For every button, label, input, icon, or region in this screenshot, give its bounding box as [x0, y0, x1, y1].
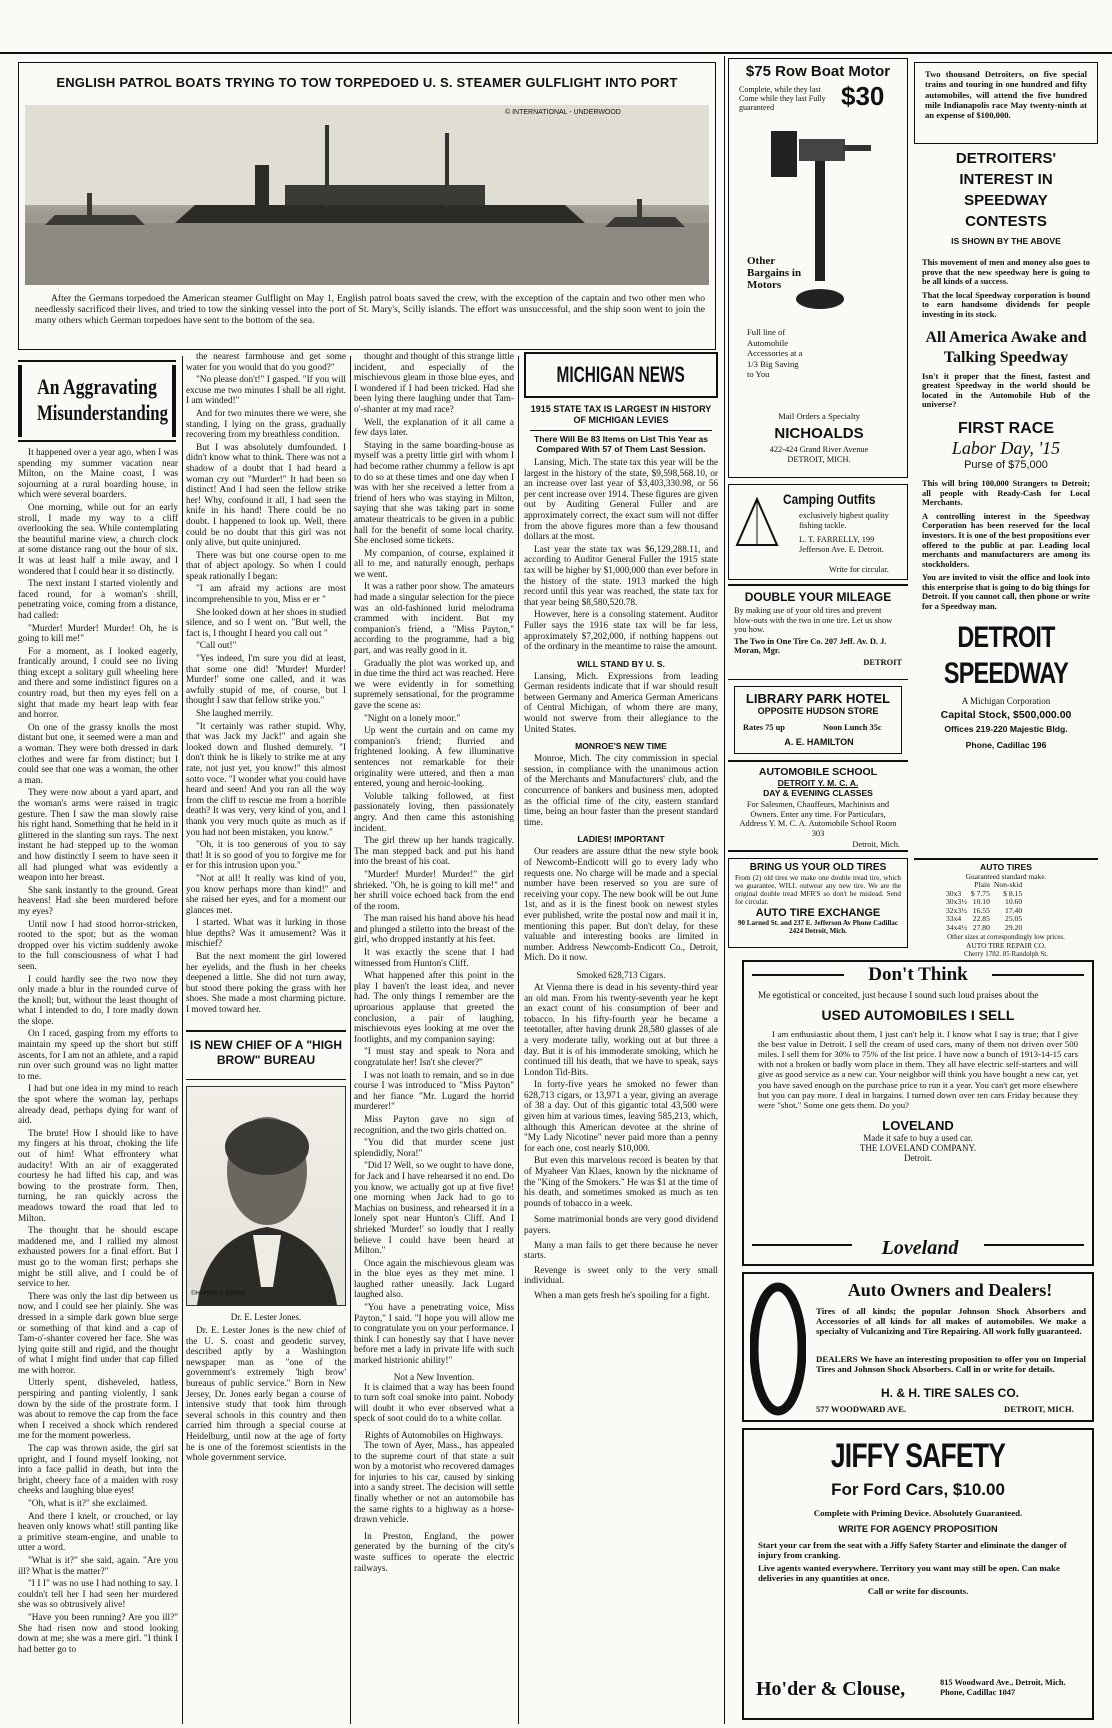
tires-addr: Cherry 1782. 85 Randolph St.: [964, 949, 1048, 958]
banner-caption: After the Germans torpedoed the American steamer Gulflight on May 1, English patrol boats saved the crew, with the exception of the captain and two other men who needlessly sacrificed their lives, and tried to tow the sinking vessel into the port of St. Mary's, Scilly islands. The effort was unsuccessful, and the ship soon went to join the many others which German torpedoes have sent to the bottom of the sea.: [35, 293, 705, 326]
story-paragraph: I was not loath to remain, and so in due course I was introduced to "Miss Payton" and her fiance "Mr. Lugard the horrid murderer!": [354, 1070, 514, 1113]
story-paragraph: It was exactly the scene that I had witnessed from Hunton's Cliff.: [354, 948, 514, 969]
dealers-text: Tires of all kinds; the popular Johnson Shock Absorbers and Accessories of all kinds for all makes of automobiles. We make a specialty of Vulcanizing and Tire Repairing. All work fully guaranteed.: [816, 1306, 1086, 1336]
mileage-city: DETROIT: [863, 657, 902, 667]
boat-line: Complete, while they last Come while they last Fully guaranteed: [739, 85, 826, 112]
boat-motor-ad: [728, 58, 908, 478]
story-paragraph: Once again the mischievous gleam was in the blue eyes as they met mine. I laughed rather uneasily. Jack Lugard laughed also.: [354, 1258, 514, 1301]
speedway-awake: All America Awake and Talking Speedway: [925, 328, 1087, 366]
school-ad: [728, 760, 908, 852]
hotel-owner: A. E. HAMILTON: [784, 737, 854, 747]
story-paragraph: "I am afraid my actions are most incomprehensible to you, Miss er er ": [186, 584, 346, 606]
dealers-ad: [742, 1272, 1094, 1422]
motor-illustration: [759, 121, 879, 341]
banner-photo: [25, 105, 709, 285]
jiffy-addr: 815 Woodward Ave., Detroit, Mich. Phone, Cadillac 1047: [940, 1678, 1066, 1697]
story-paragraph: "I I I" was no use I had nothing to say. I couldn't tell her I had seen her murdered she was so obtrusively alive!: [18, 1579, 178, 1611]
story-paragraph: She laughed merrily.: [196, 709, 274, 719]
story-paragraph: The cap was thrown aside, the girl sat upright, and I found myself looking, not into a face pallid in death, but into the bright, cheery face of a maiden with rosy cheeks and laughing blue eyes!: [18, 1444, 178, 1497]
dont-h: USED AUTOMOBILES I SELL: [821, 1006, 1015, 1023]
dealers-addr: 577 WOODWARD AVE.: [816, 1404, 907, 1414]
speedway-capital: Capital Stock, $500,000.00: [940, 708, 1072, 721]
dont-think-ad: [742, 960, 1094, 1266]
chief-photo: [186, 1086, 346, 1306]
story-paragraph: They were now about a yard apart, and the woman's arms were raised in tragic gesture. Then I saw the man slowly raise his right hand. Something that he held in it glittered in the slanting sun rays. The next instant he had stepped up to the woman and how distinctly I seem to have seen it all had plunged what was evidently a weapon into her breast.: [18, 788, 178, 884]
story-headline-line2: Misunderstanding: [36, 400, 168, 425]
michigan-m1: Some matrimonial bonds are very good dividend payers.: [524, 1215, 718, 1236]
boat-mail: Mail Orders a Specialty: [778, 411, 860, 421]
jiffy-agency: WRITE FOR AGENCY PROPOSITION: [838, 1524, 998, 1534]
school-city: Detroit, Mich.: [852, 840, 900, 850]
story-paragraph: And there I knelt, or crouched, or lay heaven only knows what! still panting like a primitive steam-engine, and unable to utter a word.: [18, 1511, 178, 1554]
story-paragraph: the nearest farmhouse and get some water for you would that do you good?": [186, 352, 346, 373]
story-paragraph: "Have you been running? Are you ill?" She had risen now and stood looking down at me; she was a mere girl. "I think I had better go to: [18, 1612, 178, 1655]
story-paragraph: "It certainly was rather stupid. Why, that was Jack my Jack!" and again she looked down and flushed demurely. "I don't think he is likely to strike me at any rate, not just yet, you know!" this almost sotto voce. "I wonder what you could have heard and seen! And you ran all the way from the cliff to rescue me from a horrible death? It was very, very kind of you, and I thank you very much quite as much as if you had not been mistaken, you know.": [186, 721, 346, 838]
dont-co: THE LOVELAND COMPANY.: [859, 1143, 977, 1154]
dont-text: I am enthusiastic about them, I just can't help it. I know what I say is true; that I give the best value in Detroit. I sell the cream of used cars, many of them not driven over 500 miles. I sell them for 30% to 75% of the list price. I have now a bunch of 1913-14-15 cars with not a broken or badly worn place in them. They all have electric self-starters and will give as good service as a new car. Your neighbor will think you have bought a new car, yet you have saved enough on the purchase price to run it a year. You can't get more elsewhere but you can pay more. I deal in bargains. I turned down over ten cars Friday because they were "shot." Some one gets them. Do you?: [758, 1028, 1078, 1110]
tire-icon: [750, 1282, 806, 1416]
michigan-paragraph: However, here is a consoling statement. Auditor Fuller says the 1916 state tax will be far less, approximately $7,202,000, if nothing happens out of the ordinary in the meantime to raise the amount.: [524, 610, 718, 653]
speedway-top: [914, 62, 1098, 144]
speedway-p6: You are invited to visit the office and look into this enterprise that is going to do big things for Detroit. If you cannot call, then phone or write for a Speedway man.: [922, 573, 1090, 612]
tires-cell: 32x3½: [946, 905, 967, 915]
tires-table: [944, 881, 1024, 933]
speedway-p3: Isn't it proper that the finest, fastest and greatest Speedway in the world should be located in the Automobile Hub of the universe?: [922, 371, 1090, 410]
jiffy-wanted: Live agents wanted everywhere. Territory you want may still be open. Can make deliveries in any quantities at once.: [758, 1562, 1060, 1584]
story-paragraph: But the next moment the girl lowered her eyelids, and the flush in her cheeks deepened a little. She did not turn away, but stood there poking the grass with her shoes. She made a most charming picture. I moved toward her.: [186, 952, 346, 1016]
exchange-text: From (2) old tires we make one double tread tire, which we guarantee, WILL outwear any new tire. We are the original double tread MFR'S so don't be mislead. Send for circular.: [735, 874, 901, 906]
speedway-h3: SPEEDWAY: [964, 192, 1048, 209]
speedway-h4: CONTESTS: [965, 213, 1047, 230]
speedway-p1: This movement of men and money also goes to prove that the new speedway here is going to be all kinds of a success.: [922, 258, 1090, 287]
story-paragraph: She looked down at her shoes in studied silence, and so I went on. "But well, the fact is, I thought I heard you call out ": [186, 607, 346, 639]
story-paragraph: Well, the explanation of it all came a few days later.: [354, 417, 514, 439]
short-1-text: It is claimed that a way has been found to turn soft coal smoke into paint. Nobody will doubt it who ever observed what a speck of soot could do to a white collar.: [354, 1382, 514, 1425]
hotel-rates: Rates 75 up: [743, 723, 785, 732]
michigan-m2: Many a man fails to get there because he never starts.: [524, 1240, 718, 1262]
story-column-2: [186, 352, 346, 1017]
story-paragraph: I had but one idea in my mind to reach the spot where the woman lay, perhaps already dead, perhaps dying for want of aid.: [18, 1084, 178, 1127]
michigan-paragraph: At Vienna there is dead in his seventy-third year an old man. From his twenty-seventh year he kept an exact count of his consumption of beer and tobacco. In his fifty-fourth year he became a teetotaller, after having drunk 28,580 glasses of ale a very moderate tally, working out at but three a day. But it is of his immoderate smoking, which he continued till his death, that we have to speak, says London Tid-Bits.: [524, 982, 718, 1078]
michigan-m4: When a man gets fresh he's spoiling for a fight.: [534, 1290, 710, 1301]
tires-cell: 25.05: [1005, 914, 1023, 924]
tires-cell: 33x4: [946, 914, 962, 924]
michigan-news: [524, 352, 718, 1724]
story-paragraph: "You have a penetrating voice, Miss Payton," I said. "I hope you will allow me to congratulate you on your performance. I think I can honestly say that I have never before met a lady in private life with such marked histrionic ability!": [354, 1303, 514, 1367]
col-divider: [724, 56, 725, 1724]
boat-price: $30: [841, 81, 885, 111]
tires-cell: 34x4½: [946, 922, 967, 932]
boat-side-2: Full line of Automobile Accessories at a 1/3 Big Saving to You: [747, 327, 803, 379]
story-paragraph: The brute! How I should like to have my fingers at his throat, choking the life out of him! What effrontery what audacity! With an air of exaggerated courtesy he had lifted his cap, and was bowing to the prostrate form. Then, turning, he ran quickly across the meadows toward the road that led to Milton.: [18, 1128, 178, 1224]
tires-cell: 16.55: [972, 905, 990, 915]
school-sub: DETROIT Y. M. C. A.: [777, 778, 859, 788]
col-divider: [350, 356, 351, 1724]
michigan-header: MICHIGAN NEWS: [556, 362, 686, 387]
story-column-1: [18, 448, 178, 1724]
story-paragraph: One morning, while out for an early stroll, I made my way to a cliff overlooking the sea. While contemplating the beautiful marine view, a church clock at some distance rang out the hour of six. It was at least half a mile away, and I wondered that I could hear it so distinctly.: [18, 502, 178, 577]
story-paragraph: "I must stay and speak to Nora and congratulate her! Isn't she clever?": [354, 1047, 514, 1068]
speedway-corp: A Michigan Corporation: [961, 695, 1051, 706]
michigan-paragraph: Lansing, Mich. The state tax this year will be the largest in the history of the state, $9,598,568.10, or an increase over last year of $3,403,330.98, or 56 per cent increase over 1914. These figures are given out by Auditing General Fuller and are approximately correct, the exact sum will not differ from the above figures more than a few thousand dollars at the most.: [524, 458, 718, 543]
story-paragraph: Up went the curtain and on came my companion's friend; flurried and frightened looking. A few illuminative sentences not remarkable for their originality were uttered, and then a man entered, young and heroic-looking.: [354, 726, 514, 790]
mileage-title: DOUBLE YOUR MILEAGE: [744, 590, 892, 604]
jiffy-ad: [742, 1428, 1094, 1720]
story-paragraph: "Murder! Murder! Murder! Oh, he is going to kill me!": [18, 623, 178, 645]
story-paragraph: "Night on a lonely moor.": [364, 713, 461, 724]
speedway-ad: [914, 150, 1098, 950]
tires-other: Other sizes at correspondingly low prices.: [947, 932, 1065, 941]
camping-text: exclusively highest quality fishing tackle.: [799, 511, 889, 530]
story-paragraph: For a moment, as I looked eagerly, frantically around, I could see no living thing except a solitary gull wheeling here and there and some indistinct figures on a country road, but then my eyes fell on a sight that made my heart leap with fear and horror.: [18, 646, 178, 721]
portrait-image: [187, 1087, 345, 1305]
jiffy-text: Start your car from the seat with a Jiffy Safety Starter and eliminate the danger of injury from cranking.: [758, 1540, 1067, 1561]
story-paragraph: "Call out!": [196, 641, 237, 652]
banner-box: [18, 62, 716, 350]
jiffy-name: Ho'der & Clouse,: [756, 1678, 906, 1700]
tent-icon: [735, 495, 779, 549]
school-name: AUTOMOBILE SCHOOL: [758, 766, 878, 778]
camping-firm: L. T. FARRELLY, 199 Jefferson Ave. E. Detroit.: [799, 535, 884, 554]
dont-sig: Loveland: [881, 1237, 959, 1259]
story-paragraph: She sank instantly to the ground. Great heavens! Had she been murdered before my eyes?: [18, 885, 178, 917]
short-1-title: Not a New Invention.: [393, 1372, 475, 1383]
michigan-p3: Monroe, Mich. The city commission in special session, in compliance with the unanimous action of the Merchants and Manufacturers' club, and the concurrence of bankers and business men, adopted as the official time of the city, eastern standard time, being an hour faster than the present standard time.: [524, 754, 718, 828]
story-paragraph: There was but one course open to me that of abject apology. So when I could speak rationally I began:: [186, 550, 346, 582]
tires-cell: 10.60: [1005, 897, 1023, 907]
story-paragraph: "Did I? Well, so we ought to have done, for Jack and I have rehearsed it no end. Do you know, we actually got up at five five! one morning when Jack had to go to Machias on business, and rehearsed it in a lonely spot near Hunton's Cliff. And I shrieked 'Murder!' so loudly that I really believe I could have been heard at Milton.": [354, 1161, 514, 1257]
story-paragraph: The girl threw up her hands tragically. The man stepped back and put his hand into the breast of his coat.: [354, 836, 514, 868]
speedway-race: FIRST RACE: [958, 419, 1054, 437]
story-paragraph: The next instant I started violently and faced round, for a woman's shrill, penetrating voice, coming from a distance, had called:: [18, 579, 178, 621]
story-paragraph: Gradually the plot was worked up, and in due time the third act was reached. Here we were evidently in for something supremely sensational, for the programme gave the scene as:: [354, 658, 514, 711]
speedway-purse: Purse of $75,000: [964, 458, 1048, 471]
tires-cell: 29.20: [1005, 922, 1023, 932]
michigan-h1: 1915 STATE TAX IS LARGEST IN HISTORY OF MICHIGAN LEVIES: [530, 404, 712, 425]
tires-head-plain: Plain: [974, 880, 990, 889]
school-classes: DAY & EVENING CLASSES: [763, 788, 873, 798]
dont-city: Detroit.: [904, 1153, 932, 1164]
chief-headline: IS NEW CHIEF OF A "HIGH BROW" BUREAU: [189, 1038, 343, 1067]
jiffy-call: Call or write for discounts.: [867, 1585, 969, 1596]
col-divider: [182, 356, 183, 1724]
exchange-title: BRING US YOUR OLD TIRES: [749, 862, 887, 873]
michigan-h2: WILL STAND BY U. S.: [577, 658, 665, 669]
story-paragraph: "You did that murder scene just splendidly, Nora!": [354, 1138, 514, 1159]
chief-text: Dr. E. Lester Jones is the new chief of the U. S. coast and geodetic survey, described aptly by a Washington newspaper man as "one of the government's extremely 'high brow' bureaus of public service." Born in New Jersey, Dr. Jones early began a course of intensive study that took him through several schools in this country and then carried him through a special course at Heidelburg, until now at the age of forty he is one of the foremost scientists in the whole government service.: [186, 1326, 346, 1464]
story-paragraph: Voluble talking followed, at first passionately loving, then passionately angry. And then came this astonishing incident.: [354, 791, 514, 834]
michigan-h5: Smoked 628,713 Cigars.: [576, 969, 666, 980]
dealers-city: DETROIT, MICH.: [1004, 1404, 1074, 1414]
michigan-p4: Our readers are assure dthat the new style book of Newcomb-Endicott will go to every lady who requests one. No charge will be made and a special number have been reserved so you are sure of receiving your copy. The new book will be out June 1st, and as it is the finest book on newest styles ever published, write the postal now and mail it in, mentioning this paper. But don't delay, for these valuable and interesting books are limited in number. Address Newcomb-Endicott Co., Detroit, Mich. Do it now.: [524, 847, 718, 964]
speedway-h5: IS SHOWN BY THE ABOVE: [951, 236, 1061, 246]
story-paragraph: It was a rather poor show. The amateurs had made a singular selection for the piece was an old-fashioned lurid melodrama crammed with incident. But my companion's friend, a "Miss Payton," according to the programme, had a big part, and was really good in it.: [354, 582, 514, 657]
chief-photo-credit: ©HARRIS & EWING: [191, 1291, 246, 1297]
michigan-paragraph: In forty-five years he smoked no fewer than 628,713 cigars, or 13,971 a year, giving an average of 38 a day. Out of this gigantic total 43,500 were given him at various times, leaving 585,213, which, although this American devotee at the shrine of "My Lady Nicotine" never paid more than a penny for each one, cost nearly $10,000.: [524, 1080, 718, 1154]
story-paragraph: "Oh, what is it?" she exclaimed.: [28, 1499, 148, 1509]
mileage-text: By making use of your old tires and prevent blow-outs with the two in one tire. Let us show you how.: [734, 606, 893, 635]
tires-cell: 30x3: [946, 888, 962, 898]
mileage-ad: [728, 584, 908, 680]
tires-name: AUTO TIRE REPAIR CO.: [966, 940, 1046, 950]
michigan-paragraph: But even this marvelous record is beaten by that of Myaheer Van Klaes, known by the nickname of the "King of the Smokers." He was $1 at the time of his death, and sometimes smoked as much as ten pounds of tobacco in a week.: [524, 1156, 718, 1209]
chief-headline-box: [186, 1030, 346, 1080]
auto-tires-table-ad: [914, 858, 1098, 958]
dont-safe: Made it safe to buy a used car.: [863, 1133, 973, 1144]
tires-cell: 30x3½: [946, 897, 967, 907]
speedway-p5: A controlling interest in the Speedway Corporation has been reserved for the local investors. It is one of the best propositions ever offered to the public at par. Leading local merchants and manufacturers are among its stockholders.: [922, 511, 1090, 569]
speedway-logo-1: DETROIT: [957, 620, 1055, 654]
story-paragraph: What happened after this point in the play I haven't the least idea, and never had. The only things I remember are the uproarious applause that greeted the conclusion, a pair of laughing, mischievous eyes looking at me over the footlights, and my companion saying:: [354, 971, 514, 1045]
story-paragraph: My companion, of course, explained it all to me, and naturally enough, perhaps we went.: [354, 548, 514, 580]
jiffy-title: JIFFY SAFETY: [830, 1437, 1006, 1475]
story-paragraph: Miss Payton gave no sign of recognition, and the two girls chatted on.: [354, 1114, 514, 1136]
dealers-offer: DEALERS We have an interesting proposition to offer you on Imperial Tires and Johnson Shock Absorbers. Call in or write for details.: [816, 1354, 1086, 1374]
jiffy-sub: For Ford Cars, $10.00: [831, 1480, 1005, 1499]
boat-title: $75 Row Boat Motor: [745, 63, 891, 80]
steamer-image: [25, 105, 709, 285]
story-paragraph: "Oh, it is too generous of you to say that! It is so good of you to forgive me for er for this intrusion upon you.": [186, 840, 346, 872]
banner-photo-credit: © INTERNATIONAL - UNDERWOOD: [505, 109, 621, 116]
tires-cell: 27.80: [972, 922, 990, 932]
story-paragraph: The thought that he should escape maddened me, and I rallied my almost exhausted powers for a final effort. But I must go to the woman first; perhaps she might be still alive, and I could be of service to her.: [18, 1226, 178, 1290]
short-2-title: Rights of Automobiles on Highways.: [364, 1431, 504, 1441]
michigan-h3: MONROE'S NEW TIME: [575, 741, 667, 752]
tires-cell: 10.10: [972, 897, 990, 907]
school-text: For Salesmen, Chauffeurs, Machinists and Owners. Enter any time. For Particulars, Address Y. M. C. A. Automobile School Room 303: [739, 800, 897, 838]
tires-head-nonskid: Non-skid: [993, 880, 1023, 889]
hotel-name: LIBRARY PARK HOTEL: [745, 691, 891, 706]
tires-cell: 22.85: [972, 914, 990, 924]
tire-exchange-ad: [728, 858, 908, 948]
story-paragraph: And for two minutes there we were, she standing, I lying on the grass, gradually recovering from my breathless condition.: [186, 408, 346, 441]
dealers-name: H. & H. TIRE SALES CO.: [880, 1386, 1019, 1400]
short-2-text: The town of Ayer, Mass., has appealed to the supreme court of that state a suit won by a motorist who recovered damages for injuries to his car, caused by sinking into a sandy street. The decision will settle finally whether or not an automobile has the same rights to a highway as a horse-drawn vehicle.: [354, 1441, 514, 1526]
dont-lead: Me egotistical or conceited, just because I sound such loud praises about the: [758, 990, 1039, 1000]
story-paragraph: It happened over a year ago, when I was spending my summer vacation near Milton, on the Maine coast, I was sojourning at a rural boarding house, in which were several boarders.: [18, 448, 178, 501]
speedway-h1: DETROITERS': [955, 150, 1057, 167]
speedway-logo-2: SPEEDWAY: [943, 656, 1069, 690]
story-headline: [18, 360, 176, 442]
tires-cell: $ 7.75: [970, 888, 990, 898]
boat-addr: 422-424 Grand River Avenue DETROIT, MICH.: [769, 445, 869, 464]
speedway-top-text: Two thousand Detroiters, on five special trains and touring in one hundred and fifty automobiles, will attend the five hundred mile Indianapolis race May twenty-ninth at an expense of $100,000.: [925, 69, 1087, 121]
speedway-h2: INTEREST IN: [959, 171, 1053, 188]
camping-title: Camping Outfits: [783, 491, 876, 507]
story-paragraph: "Murder! Murder! Murder!" the girl shrieked. "Oh, he is going to kill me!" and her shrill voice echoed back from the end of the room.: [354, 869, 514, 912]
story-headline-line1: An Aggravating: [37, 374, 157, 399]
speedway-date: Labor Day, '15: [951, 437, 1061, 458]
story-column-3: [354, 352, 514, 1724]
exchange-name: AUTO TIRE EXCHANGE: [755, 907, 881, 919]
speedway-offices: Offices 219-220 Majestic Bldg.: [944, 723, 1068, 734]
story-paragraph: There was only the last dip between us now, and I could see her plainly. She was dressed in a simple dark gown blue serge or something of that kind and a cap of Tam-o'-shanter covered her face. She was lying quite still and rigid, and the thought of what I might find under that cap filled me with horror.: [18, 1291, 178, 1376]
jiffy-line: Complete with Priming Device. Absolutely Guaranteed.: [813, 1508, 1023, 1518]
michigan-p2: Lansing, Mich. Expressions from leading German residents indicate that if war should result between Germany and America German Americans of Central Michigan, of whom there are many, would not swerve from their allegiance to the United States.: [524, 671, 718, 735]
dont-name: LOVELAND: [882, 1118, 954, 1134]
story-paragraph: The man raised his hand above his head and plunged a stiletto into the breast of the girl, who dropped instantly at his feet.: [354, 914, 514, 946]
col-divider: [518, 356, 519, 1724]
tires-cell: $ 8.15: [1003, 888, 1023, 898]
banner-title: ENGLISH PATROL BOATS TRYING TO TOW TORPEDOED U. S. STEAMER GULFLIGHT INTO PORT: [56, 75, 678, 90]
michigan-h4: LADIES! IMPORTANT: [577, 834, 665, 845]
speedway-p2: That the local Speedway corporation is bound to earn handsome dividends for people investing in its stock.: [922, 290, 1090, 319]
hotel-lunch: Noon Lunch 35c: [823, 723, 882, 732]
exchange-addr: 90 Larned St. and 237 E. Jefferson Av Phone Cadillac 2424 Detroit, Mich.: [738, 919, 898, 935]
story-paragraph: "Yes indeed, I'm sure you did at least, that some one did! 'Murder! Murder! Murder!' some one called, and it was awfully stupid of me, of course, but I thought I saw that fellow strike you.": [186, 654, 346, 707]
hotel-ad: [734, 686, 902, 754]
michigan-m3: Revenge is sweet only to the very small individual.: [524, 1265, 718, 1287]
story-paragraph: "Not at all! It really was kind of you, you know perhaps more than kind!" and she raised her eyes, and for a moment our glances met.: [186, 873, 346, 916]
story-paragraph: On I raced, gasping from my efforts to maintain my speed up the short but stiff ascents, for I am not an athlete, and a rapid run over such ground was no light matter to me.: [18, 1029, 178, 1082]
tires-cell: 17.40: [1005, 905, 1023, 915]
dont-title: Don't Think: [868, 964, 968, 985]
story-paragraph: Until now I had stood horror-stricken, rooted to the spot; but as the woman dropped over his victim suddenly awoke to the full consciousness of what I had seen.: [18, 919, 178, 972]
story-paragraph: But I was absolutely dumfounded. I didn't know what to think. There was not a shadow of a doubt that I had heard a woman cry out "Murder!" It had been so distinct! And I had seen the fellow strike her! Why, confound it all, I had seen the knife in his hand! There could be no doubt. I happened to look up. Well, there could be no doubt that this girl was not only alive, but quite uninjured.: [186, 442, 346, 549]
camping-circular: Write for circular.: [829, 565, 889, 574]
story-paragraph: "What is it?" she said, again. "Are you ill? What is the matter?": [18, 1555, 178, 1577]
michigan-header-box: [524, 352, 718, 398]
story-paragraph: Staying in the same boarding-house as myself was a pretty little girl with whom I had become rather chummy a fellow is apt to do so at these times and one day when I was with her she received a letter from a friend of hers who was staying in Milton, saying that she was taking part in some amateur theatricals to be given in a public hall for the benefit of some local charity. She enclosed some tickets.: [354, 440, 514, 547]
story-paragraph: thought and thought of this strange little incident, and especially of the mischievous gleam in those blue eyes, and I wondered if I had been tricked. Had she been lying there laughing under that Tam-o'-shanter at my mad race?: [354, 352, 514, 415]
tires-row: [944, 924, 1024, 933]
story-paragraph: On one of the grassy knolls the most distant but one, it seemed were a man and a woman. They were both dressed in dark clothes and were far from distinct; but I could see that one was a woman, the other a man.: [18, 722, 178, 786]
speedway-phone: Phone, Cadillac 196: [965, 739, 1047, 750]
story-paragraph: "No please don't!" I gasped. "If you will excuse me two minutes I shall be all right. I am winded!": [186, 375, 346, 407]
dealers-title: Auto Owners and Dealers!: [847, 1280, 1053, 1300]
chief-photo-caption: Dr. E. Lester Jones.: [230, 1312, 302, 1322]
hotel-sub: OPPOSITE HUDSON STORE: [757, 706, 879, 716]
michigan-sub1: There Will Be 83 Items on List This Year as Compared With 57 of Them Last Session.: [530, 430, 712, 454]
boat-name: NICHOALDS: [774, 425, 864, 442]
story-paragraph: I started. What was it lurking in those blue depths? Was it amusement? Was it mischief?: [186, 918, 346, 950]
mileage-firm: The Two in One Tire Co. 207 Jeff. Av. D. J. Moran, Mgr.: [734, 636, 887, 656]
top-rule: [0, 52, 1112, 54]
camping-ad: [728, 484, 908, 580]
story-paragraph: Utterly spent, disheveled, hatless, perspiring and panting violently, I sank down by the side of the prostrate form. I was about to remove the cap from the face when I received a shock which rendered me for the moment powerless.: [18, 1378, 178, 1442]
michigan-paragraph: Last year the state tax was $6,129,288.11, and according to Auditor General Fuller the 1915 state tax will be higher by $1,000,000 than ever before in the history of the state. 1913 marked the high record until this year was reached, the state tax for that year being $8,580,520.78.: [524, 544, 718, 608]
short-3-text: In Preston, England, the power generated by the burning of the city's waste suffices to operate the electric railways.: [354, 1531, 514, 1574]
boat-side-1: Other Bargains in Motors: [747, 255, 802, 291]
tires-title: AUTO TIRES: [980, 862, 1032, 872]
tires-sub: Guaranteed standard make.: [965, 872, 1047, 881]
story-paragraph: I could hardly see the two now they only made a blur in the rounded curve of the knoll; but, without the least thought of what I intended to do, I tore madly down the slope.: [18, 974, 178, 1027]
speedway-p4: This will bring 100,000 Strangers to Detroit; all people with Ready-Cash for Local Merchants.: [922, 478, 1090, 508]
